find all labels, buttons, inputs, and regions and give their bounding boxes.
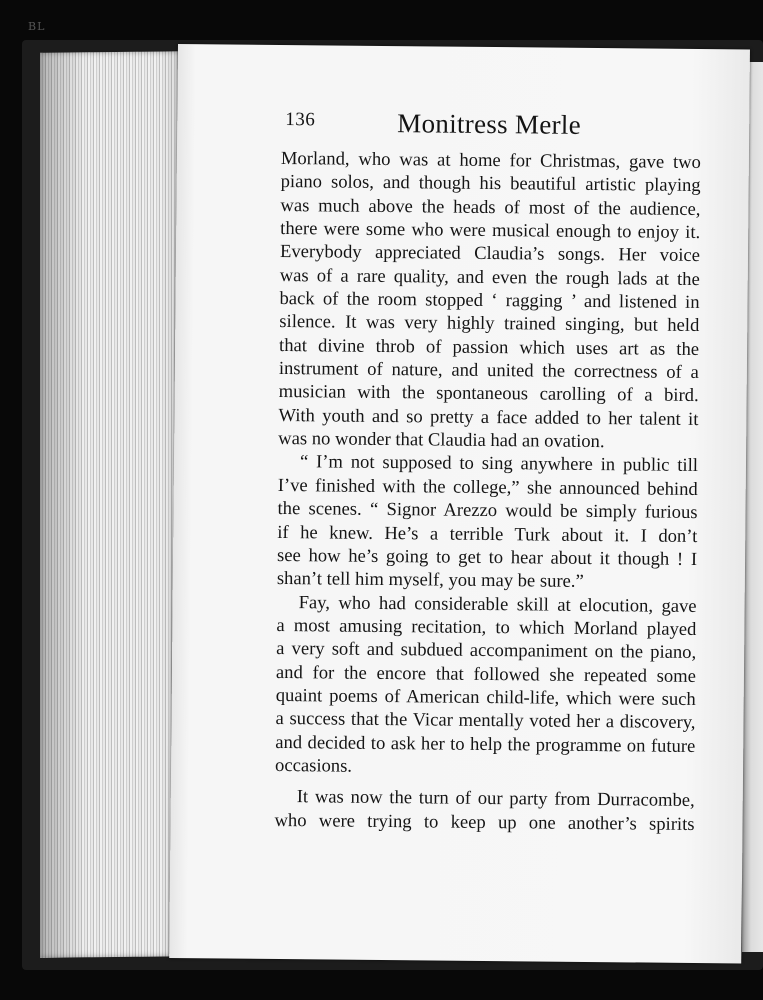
text-line: instrument of nature, and united the correctness of a (278, 358, 699, 384)
text-line: the scenes. “ Signor Arezzo would be simply furious (277, 498, 698, 524)
text-line: quaint poems of American child-life, which were such (275, 684, 696, 710)
page-edges-shadow (40, 52, 190, 957)
page-number: 136 (285, 109, 316, 131)
running-head (285, 107, 705, 145)
paragraph (278, 147, 701, 454)
text-line: if he knew. He’s a terrible Turk about it. I don’t (277, 521, 698, 547)
text-line: there were some who were musical enough to enjoy it. (280, 218, 701, 244)
text-line: a success that the Vicar mentally voted her a discovery, (275, 708, 696, 734)
spine-mark: BL (28, 20, 46, 33)
text-line: a very soft and subdued accompaniment on the piano, (276, 638, 697, 664)
text-line: Fay, who had considerable skill at elocution, gave (298, 591, 697, 617)
text-line: I’ve finished with the college,” she announced behind (277, 474, 698, 500)
text-line: “ I’m not supposed to sing anywhere in public till (299, 451, 699, 477)
text-line: was of a rare quality, and even the rough lads at the (279, 264, 700, 290)
text-line: piano solos, and though his beautiful artistic playing (280, 171, 701, 197)
text-line: It was now the turn of our party from Durracombe, (296, 786, 695, 812)
text-line: and decided to ask her to help the programme on future (275, 731, 696, 757)
text-line: back of the room stopped ‘ ragging ’ and listened in (279, 288, 700, 314)
text-line: Everybody appreciated Claudia’s songs. Her voice (279, 241, 701, 267)
text-line: shan’t tell him myself, you may be sure.” (276, 568, 584, 593)
text-line: occasions. (274, 754, 353, 777)
text-line: was no wonder that Claudia had an ovation. (278, 428, 605, 453)
text-line: Morland, who was at home for Christmas, gave two (280, 147, 701, 174)
text-line: was much above the heads of most of the audience, (280, 194, 701, 220)
text-line: a most amusing recitation, to which Morland played (276, 614, 697, 640)
paragraph (274, 785, 694, 836)
text-line: and for the encore that followed she repeated some (275, 661, 697, 687)
text-line: that divine throb of passion which uses art as the (279, 334, 700, 360)
text-line: musician with the spontaneous carolling of a bird. (278, 381, 699, 407)
text-line: With youth and so pretty a face added to her talent it (278, 404, 699, 430)
text-line: see how he’s going to get to hear about it though ! I (276, 544, 698, 570)
book-page (169, 44, 750, 963)
text-line: who were trying to keep up one another’s spirits (274, 809, 695, 835)
paragraph (277, 450, 698, 594)
page-title: Monitress Merle (397, 108, 582, 140)
paragraph (275, 591, 697, 782)
body-text (274, 147, 701, 836)
text-line: silence. It was very highly trained singing, but held (279, 311, 700, 337)
